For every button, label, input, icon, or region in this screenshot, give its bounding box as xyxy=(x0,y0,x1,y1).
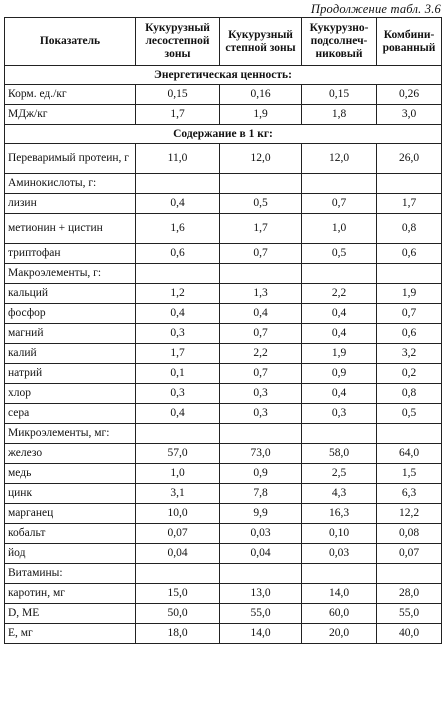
empty-cell xyxy=(220,424,302,444)
empty-cell xyxy=(220,174,302,194)
value-cell: 0,15 xyxy=(136,85,220,105)
value-cell: 2,5 xyxy=(302,464,377,484)
empty-cell xyxy=(136,424,220,444)
table-row xyxy=(5,404,442,424)
row-label: Е, мг xyxy=(5,624,136,644)
value-cell: 0,4 xyxy=(220,304,302,324)
value-cell: 0,2 xyxy=(377,364,442,384)
section-title: Энергетическая ценность: xyxy=(5,66,442,85)
table-row xyxy=(5,464,442,484)
column-header-parameter: Показатель xyxy=(5,18,136,66)
column-header-steppe: Кукурузный степной зоны xyxy=(220,18,302,66)
value-cell: 18,0 xyxy=(136,624,220,644)
value-cell: 12,0 xyxy=(302,144,377,174)
table-row xyxy=(5,504,442,524)
value-cell: 3,1 xyxy=(136,484,220,504)
value-cell: 16,3 xyxy=(302,504,377,524)
table-row xyxy=(5,344,442,364)
value-cell: 0,5 xyxy=(220,194,302,214)
value-cell: 0,3 xyxy=(220,384,302,404)
table-row xyxy=(5,194,442,214)
value-cell: 20,0 xyxy=(302,624,377,644)
value-cell: 0,7 xyxy=(377,304,442,324)
value-cell: 0,5 xyxy=(377,404,442,424)
value-cell: 1,3 xyxy=(220,284,302,304)
value-cell: 1,0 xyxy=(136,464,220,484)
row-label: калий xyxy=(5,344,136,364)
row-label: МДж/кг xyxy=(5,105,136,125)
value-cell: 0,7 xyxy=(220,244,302,264)
row-label: кобальт xyxy=(5,524,136,544)
table-row xyxy=(5,324,442,344)
row-label: метионин + цистин xyxy=(5,214,136,244)
section-header-row xyxy=(5,66,442,85)
value-cell: 0,07 xyxy=(377,544,442,564)
value-cell: 1,9 xyxy=(220,105,302,125)
empty-cell xyxy=(302,264,377,284)
value-cell: 0,3 xyxy=(220,404,302,424)
value-cell: 1,7 xyxy=(377,194,442,214)
table-row xyxy=(5,284,442,304)
value-cell: 0,4 xyxy=(136,404,220,424)
empty-cell xyxy=(136,564,220,584)
empty-cell xyxy=(377,564,442,584)
table-row xyxy=(5,304,442,324)
value-cell: 1,0 xyxy=(302,214,377,244)
row-label: фосфор xyxy=(5,304,136,324)
value-cell: 14,0 xyxy=(302,584,377,604)
value-cell: 2,2 xyxy=(220,344,302,364)
table-row xyxy=(5,244,442,264)
value-cell: 4,3 xyxy=(302,484,377,504)
table-header-row xyxy=(5,18,442,66)
table-row xyxy=(5,384,442,404)
section-header-row xyxy=(5,125,442,144)
group-label: Микроэлементы, мг: xyxy=(5,424,136,444)
value-cell: 57,0 xyxy=(136,444,220,464)
table-row xyxy=(5,624,442,644)
value-cell: 26,0 xyxy=(377,144,442,174)
row-label: Корм. ед./кг xyxy=(5,85,136,105)
group-label: Витамины: xyxy=(5,564,136,584)
empty-cell xyxy=(302,424,377,444)
value-cell: 9,9 xyxy=(220,504,302,524)
column-header-combined: Комбини-рованный xyxy=(377,18,442,66)
value-cell: 0,03 xyxy=(302,544,377,564)
value-cell: 0,3 xyxy=(136,384,220,404)
value-cell: 28,0 xyxy=(377,584,442,604)
value-cell: 0,26 xyxy=(377,85,442,105)
table-row xyxy=(5,364,442,384)
feed-composition-table xyxy=(4,17,442,644)
value-cell: 60,0 xyxy=(302,604,377,624)
value-cell: 0,07 xyxy=(136,524,220,544)
table-row xyxy=(5,214,442,244)
table-row xyxy=(5,444,442,464)
value-cell: 0,7 xyxy=(220,324,302,344)
value-cell: 55,0 xyxy=(220,604,302,624)
value-cell: 0,8 xyxy=(377,384,442,404)
group-header-row xyxy=(5,264,442,284)
row-label: йод xyxy=(5,544,136,564)
empty-cell xyxy=(136,174,220,194)
value-cell: 58,0 xyxy=(302,444,377,464)
value-cell: 0,6 xyxy=(377,244,442,264)
table-row xyxy=(5,144,442,174)
column-header-corn-sunflower: Кукурузно-подсолнеч-никовый xyxy=(302,18,377,66)
row-label: цинк xyxy=(5,484,136,504)
value-cell: 10,0 xyxy=(136,504,220,524)
empty-cell xyxy=(302,174,377,194)
value-cell: 0,16 xyxy=(220,85,302,105)
value-cell: 0,04 xyxy=(136,544,220,564)
value-cell: 0,6 xyxy=(377,324,442,344)
value-cell: 14,0 xyxy=(220,624,302,644)
table-row xyxy=(5,544,442,564)
value-cell: 6,3 xyxy=(377,484,442,504)
row-label: магний xyxy=(5,324,136,344)
value-cell: 73,0 xyxy=(220,444,302,464)
value-cell: 0,9 xyxy=(220,464,302,484)
value-cell: 1,9 xyxy=(302,344,377,364)
value-cell: 40,0 xyxy=(377,624,442,644)
empty-cell xyxy=(377,174,442,194)
value-cell: 15,0 xyxy=(136,584,220,604)
group-header-row xyxy=(5,174,442,194)
value-cell: 1,6 xyxy=(136,214,220,244)
value-cell: 64,0 xyxy=(377,444,442,464)
row-label: железо xyxy=(5,444,136,464)
group-header-row xyxy=(5,424,442,444)
row-label: марганец xyxy=(5,504,136,524)
value-cell: 0,3 xyxy=(302,404,377,424)
value-cell: 0,9 xyxy=(302,364,377,384)
value-cell: 0,5 xyxy=(302,244,377,264)
value-cell: 0,08 xyxy=(377,524,442,544)
value-cell: 0,4 xyxy=(302,304,377,324)
group-label: Аминокислоты, г: xyxy=(5,174,136,194)
value-cell: 0,04 xyxy=(220,544,302,564)
table-row xyxy=(5,484,442,504)
table-row xyxy=(5,524,442,544)
value-cell: 3,2 xyxy=(377,344,442,364)
table-row xyxy=(5,604,442,624)
row-label: триптофан xyxy=(5,244,136,264)
section-title: Содержание в 1 кг: xyxy=(5,125,442,144)
value-cell: 0,1 xyxy=(136,364,220,384)
empty-cell xyxy=(220,564,302,584)
value-cell: 1,9 xyxy=(377,284,442,304)
value-cell: 50,0 xyxy=(136,604,220,624)
value-cell: 3,0 xyxy=(377,105,442,125)
value-cell: 1,2 xyxy=(136,284,220,304)
value-cell: 0,10 xyxy=(302,524,377,544)
value-cell: 1,7 xyxy=(220,214,302,244)
value-cell: 1,8 xyxy=(302,105,377,125)
empty-cell xyxy=(136,264,220,284)
table-row xyxy=(5,584,442,604)
value-cell: 12,2 xyxy=(377,504,442,524)
table-body xyxy=(5,66,442,644)
value-cell: 11,0 xyxy=(136,144,220,174)
empty-cell xyxy=(220,264,302,284)
value-cell: 0,6 xyxy=(136,244,220,264)
value-cell: 0,4 xyxy=(136,304,220,324)
value-cell: 0,4 xyxy=(136,194,220,214)
value-cell: 2,2 xyxy=(302,284,377,304)
value-cell: 1,5 xyxy=(377,464,442,484)
value-cell: 0,4 xyxy=(302,324,377,344)
value-cell: 12,0 xyxy=(220,144,302,174)
empty-cell xyxy=(377,264,442,284)
value-cell: 7,8 xyxy=(220,484,302,504)
value-cell: 0,15 xyxy=(302,85,377,105)
value-cell: 55,0 xyxy=(377,604,442,624)
empty-cell xyxy=(302,564,377,584)
value-cell: 0,7 xyxy=(220,364,302,384)
column-header-forest-steppe: Кукурузный лесостепной зоны xyxy=(136,18,220,66)
value-cell: 1,7 xyxy=(136,105,220,125)
group-label: Макроэлементы, г: xyxy=(5,264,136,284)
group-header-row xyxy=(5,564,442,584)
value-cell: 0,8 xyxy=(377,214,442,244)
row-label: Переваримый протеин, г xyxy=(5,144,136,174)
row-label: каротин, мг xyxy=(5,584,136,604)
value-cell: 0,03 xyxy=(220,524,302,544)
row-label: D, МЕ xyxy=(5,604,136,624)
row-label: медь xyxy=(5,464,136,484)
value-cell: 0,7 xyxy=(302,194,377,214)
row-label: хлор xyxy=(5,384,136,404)
table-row xyxy=(5,105,442,125)
empty-cell xyxy=(377,424,442,444)
row-label: сера xyxy=(5,404,136,424)
table-row xyxy=(5,85,442,105)
value-cell: 0,3 xyxy=(136,324,220,344)
value-cell: 0,4 xyxy=(302,384,377,404)
row-label: кальций xyxy=(5,284,136,304)
table-caption: Продолжение табл. 3.6 xyxy=(310,2,441,16)
value-cell: 1,7 xyxy=(136,344,220,364)
row-label: натрий xyxy=(5,364,136,384)
value-cell: 13,0 xyxy=(220,584,302,604)
row-label: лизин xyxy=(5,194,136,214)
